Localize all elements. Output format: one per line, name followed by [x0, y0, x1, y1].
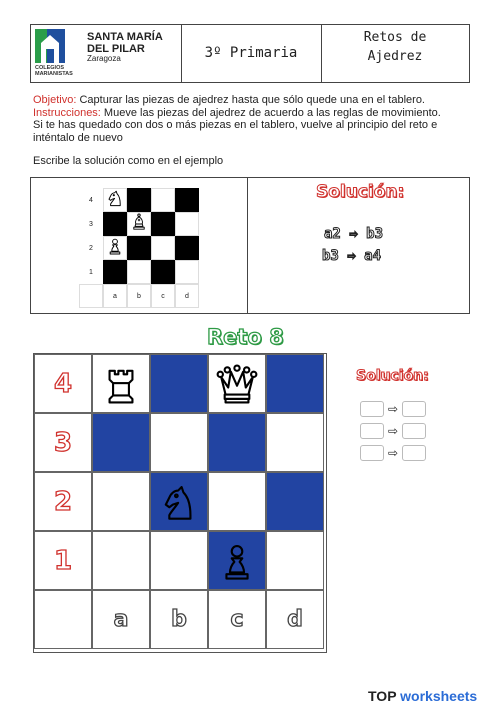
board-square[interactable]	[266, 531, 324, 590]
file-label-cell	[266, 590, 324, 649]
example-square	[175, 236, 199, 260]
example-rank-label: 2	[89, 244, 93, 252]
example-rank-label: 1	[89, 268, 93, 276]
board-square[interactable]	[150, 531, 208, 590]
example-square	[151, 212, 175, 236]
rank-label: 1	[53, 545, 73, 576]
header-box	[30, 24, 470, 83]
solution-from-input[interactable]	[360, 401, 384, 417]
example-square	[103, 260, 127, 284]
solution-row	[360, 422, 426, 440]
rank-label: 4	[53, 368, 73, 399]
queen-icon[interactable]	[208, 354, 266, 413]
write-instruction: Escribe la solución como en el ejemplo	[33, 155, 224, 167]
example-file-label: b	[127, 284, 151, 308]
worksheet-title	[321, 28, 469, 66]
file-label: d	[287, 607, 303, 632]
title-line2: Ajedrez	[367, 49, 423, 64]
school-name-line1: SANTA MARÍA	[87, 31, 163, 43]
arrow-right-icon: ⇨	[387, 446, 399, 460]
example-corner	[79, 284, 103, 308]
example-rank-label: 3	[89, 220, 93, 228]
grade-label: 3º Primaria	[204, 45, 298, 61]
brand-worksheets: worksheets	[396, 688, 478, 704]
board-square[interactable]	[266, 472, 324, 531]
example-square	[175, 212, 199, 236]
pawn-icon	[105, 236, 125, 261]
rank-label: 3	[53, 427, 73, 458]
board-square[interactable]	[92, 354, 150, 413]
example-square	[151, 188, 175, 212]
solution-to-input[interactable]	[402, 423, 426, 439]
example-file-label: c	[151, 284, 175, 308]
school-name-line2: DEL PILAR	[87, 43, 145, 55]
example-solution-title: Solución:	[316, 182, 405, 202]
example-square	[127, 212, 151, 236]
example-square	[103, 188, 127, 212]
example-rank-label: 4	[89, 196, 93, 204]
board-square[interactable]	[150, 354, 208, 413]
rank-label-cell	[34, 413, 92, 472]
example-square	[127, 236, 151, 260]
instructions-label: Instrucciones:	[33, 106, 101, 119]
knight-icon	[105, 188, 125, 213]
board-square[interactable]	[92, 531, 150, 590]
chess-board	[33, 353, 327, 653]
file-label: b	[171, 607, 187, 632]
board-square[interactable]	[266, 413, 324, 472]
solution-row	[360, 400, 426, 418]
solution-to-input[interactable]	[402, 445, 426, 461]
board-square[interactable]	[92, 413, 150, 472]
instructions-block	[33, 94, 473, 144]
knight-icon[interactable]	[150, 472, 208, 531]
solution-to-input[interactable]	[402, 401, 426, 417]
school-sub-line1: COLEGIOS	[35, 65, 65, 71]
rank-label-cell	[34, 354, 92, 413]
rank-label-cell	[34, 531, 92, 590]
example-box	[30, 177, 470, 314]
board-square[interactable]	[150, 472, 208, 531]
solution-row	[360, 444, 426, 462]
footer-brand[interactable]	[368, 688, 477, 704]
rank-label: 2	[53, 486, 73, 517]
instructions-text: Mueve las piezas del ajedrez de acuerdo a las reglas de movimiento.	[100, 106, 441, 119]
school-city: Zaragoza	[87, 54, 121, 63]
board-square[interactable]	[266, 354, 324, 413]
board-square[interactable]	[208, 531, 266, 590]
board-square[interactable]	[92, 472, 150, 531]
example-square	[127, 188, 151, 212]
objective-text: Capturar las piezas de ajedrez hasta que sólo quede una en el tablero.	[76, 94, 425, 106]
example-square	[127, 260, 151, 284]
file-label: a	[113, 607, 129, 632]
example-move-1: a2 ⇨ b3	[324, 226, 384, 242]
example-divider	[247, 178, 248, 313]
example-square	[175, 188, 199, 212]
file-label-cell	[208, 590, 266, 649]
rook-icon[interactable]	[92, 354, 150, 413]
board-square[interactable]	[208, 472, 266, 531]
example-move-2: b3 ⇨ a4	[322, 248, 382, 264]
board-corner	[34, 590, 92, 649]
school-logo-icon	[35, 29, 65, 63]
board-square[interactable]	[208, 354, 266, 413]
title-line1: Retos de	[363, 30, 427, 45]
arrow-right-icon: ⇨	[387, 424, 399, 438]
board-square[interactable]	[150, 413, 208, 472]
pawn-icon[interactable]	[208, 531, 266, 590]
rank-label-cell	[34, 472, 92, 531]
challenge-title: Reto 8	[207, 325, 284, 349]
example-square	[103, 212, 127, 236]
example-square	[103, 236, 127, 260]
example-file-label: a	[103, 284, 127, 308]
solution-title: Solución:	[356, 368, 429, 384]
arrow-right-icon: ⇨	[387, 402, 399, 416]
example-file-label: d	[175, 284, 199, 308]
objective-label: Objetivo:	[33, 94, 77, 106]
bishop-icon	[129, 212, 149, 237]
retry-text: Si te has quedado con dos o más piezas en el tablero, vuelve al principio del reto e inténtalo de nuevo	[33, 119, 438, 144]
example-square	[151, 260, 175, 284]
example-square	[175, 260, 199, 284]
file-label-cell	[92, 590, 150, 649]
file-label-cell	[150, 590, 208, 649]
solution-from-input[interactable]	[360, 445, 384, 461]
school-sub-line2: MARIANISTAS	[35, 71, 73, 77]
solution-from-input[interactable]	[360, 423, 384, 439]
example-square	[151, 236, 175, 260]
brand-top: TOP	[368, 688, 397, 704]
file-label: c	[230, 607, 244, 632]
board-square[interactable]	[208, 413, 266, 472]
